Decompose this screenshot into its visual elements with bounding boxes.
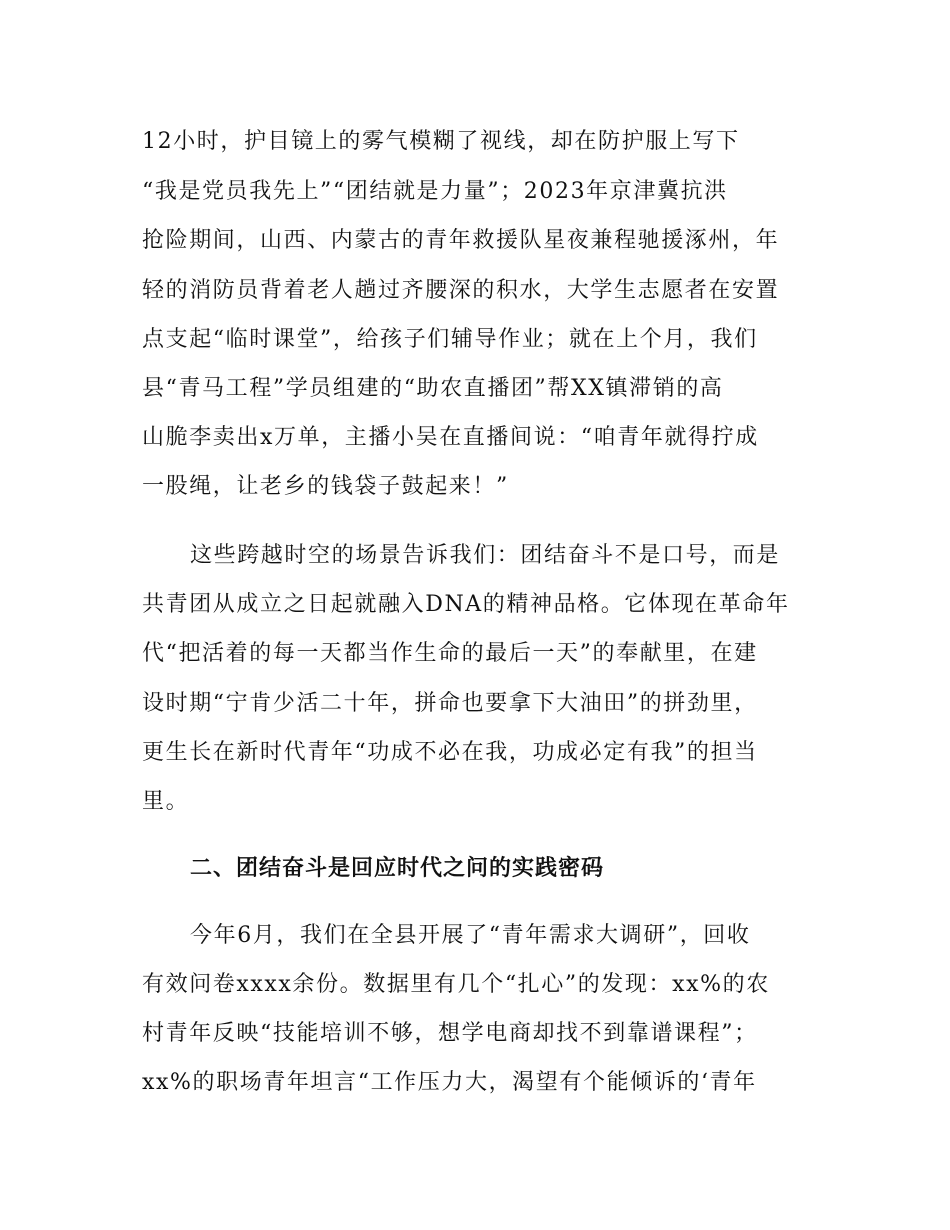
paragraph-1-line-5: 点支起“临时课堂”，给孩子们辅导作业；就在上个月，我们: [142, 327, 758, 352]
paragraph-1-line-7: 山脆李卖出x万单，主播小吴在直播间说：“咱青年就得拧成: [142, 425, 759, 450]
paragraph-1-line-8: 一股绳，让老乡的钱袋子鼓起来！”: [142, 474, 509, 499]
section-heading: 二、团结奋斗是回应时代之问的实践密码: [190, 856, 605, 881]
paragraph-2-line-6: 里。: [142, 789, 190, 814]
paragraph-1-line-4: 轻的消防员背着老人趟过齐腰深的积水，大学生志愿者在安置: [142, 278, 780, 303]
paragraph-3-line-2: 有效问卷xxxx余份。数据里有几个“扎心”的发现：xx%的农: [142, 972, 770, 997]
paragraph-3-line-3: 村青年反映“技能培训不够，想学电商却找不到靠谱课程”；: [142, 1021, 758, 1046]
paragraph-2-line-1: 这些跨越时空的场景告诉我们：团结奋斗不是口号，而是: [190, 543, 781, 568]
paragraph-2-line-5: 更生长在新时代青年“功成不必在我，功成必定有我”的担当: [142, 740, 758, 765]
paragraph-3-line-1: 今年6月，我们在全县开展了“青年需求大调研”，回收: [190, 923, 751, 948]
paragraph-1-line-3: 抢险期间，山西、内蒙古的青年救援队星夜兼程驰援涿州，年: [142, 228, 780, 253]
paragraph-2-line-4: 设时期“宁肯少活二十年，拼命也要拿下大油田”的拼劲里，: [142, 691, 758, 716]
paragraph-1-line-2: “我是党员我先上”“团结就是力量”；2023年京津冀抗洪: [142, 179, 728, 204]
paragraph-1-line-6: 县“青马工程”学员组建的“助农直播团”帮XX镇滞销的高: [142, 376, 724, 401]
paragraph-1-line-1: 12小时，护目镜上的雾气模糊了视线，却在防护服上写下: [142, 129, 740, 154]
paragraph-2-line-3: 代“把活着的每一天都当作生命的最后一天”的奉献里，在建: [142, 641, 758, 666]
paragraph-3-line-4: xx%的职场青年坦言“工作压力大，渴望有个能倾诉的‘青年: [142, 1070, 757, 1095]
paragraph-2-line-2: 共青团从成立之日起就融入DNA的精神品格。它体现在革命年: [142, 592, 790, 617]
